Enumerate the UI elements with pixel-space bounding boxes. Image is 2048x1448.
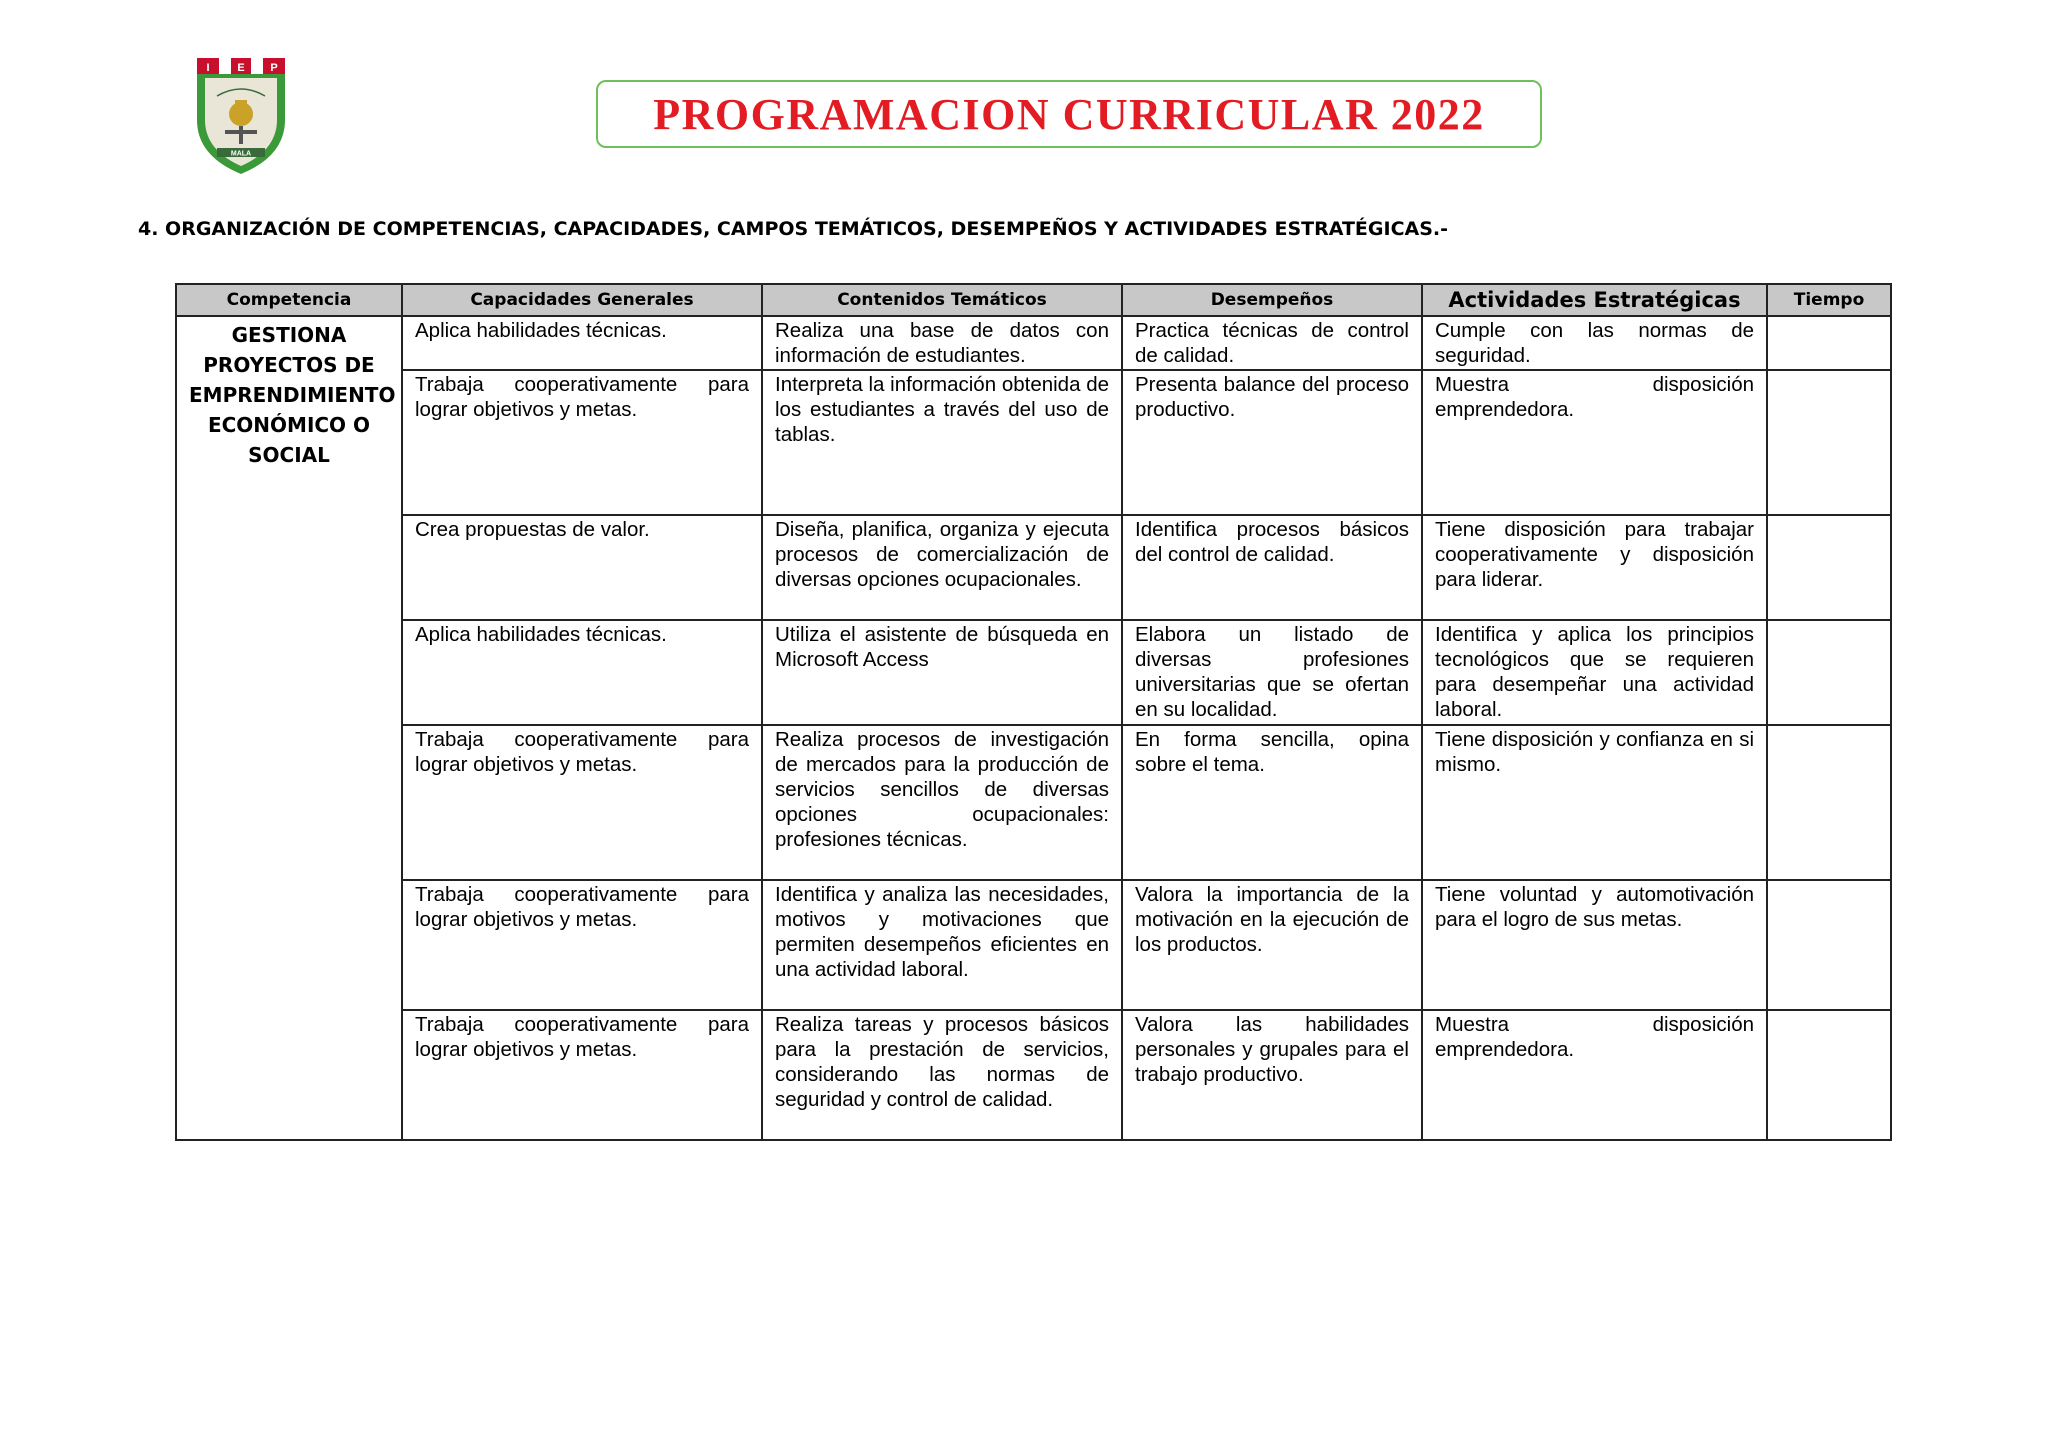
svg-text:P: P [270, 62, 278, 74]
tiempo-cell [1767, 880, 1891, 1010]
contenido-cell: Realiza tareas y procesos básicos para la prestación de servicios, considerando las normas de seguridad y control de calidad. [762, 1010, 1122, 1140]
svg-text:MALA: MALA [230, 150, 252, 158]
capacidad-cell: Trabaja cooperativamente para lograr objetivos y metas. [402, 370, 762, 515]
capacidad-cell: Trabaja cooperativamente para lograr objetivos y metas. [402, 880, 762, 1010]
capacidad-cell: Trabaja cooperativamente para lograr objetivos y metas. [402, 1010, 762, 1140]
table-row [176, 620, 1891, 725]
desempeno-cell: Valora las habilidades personales y grupales para el trabajo productivo. [1122, 1010, 1422, 1140]
shield-icon [195, 56, 287, 176]
contenido-cell: Diseña, planifica, organiza y ejecuta procesos de comercialización de diversas opciones ocupacionales. [762, 515, 1122, 620]
desempeno-cell: En forma sencilla, opina sobre el tema. [1122, 725, 1422, 880]
school-crest-logo [195, 56, 287, 176]
header-tiempo: Tiempo [1767, 284, 1891, 316]
desempeno-cell: Presenta balance del proceso productivo. [1122, 370, 1422, 515]
svg-text:E: E [237, 62, 245, 74]
tiempo-cell [1767, 725, 1891, 880]
desempeno-cell: Elabora un listado de diversas profesiones universitarias que se ofertan en su localidad. [1122, 620, 1422, 725]
table-row [176, 515, 1891, 620]
actividad-cell: Muestra disposición emprendedora. [1422, 1010, 1767, 1140]
actividad-cell: Identifica y aplica los principios tecnológicos que se requieren para desempeñar una actividad laboral. [1422, 620, 1767, 725]
competencia-cell: GESTIONA PROYECTOS DE EMPRENDIMIENTO ECONÓMICO O SOCIAL [176, 316, 402, 1140]
contenido-cell: Utiliza el asistente de búsqueda en Microsoft Access [762, 620, 1122, 725]
contenido-cell: Realiza una base de datos con información de estudiantes. [762, 316, 1122, 370]
capacidad-cell: Aplica habilidades técnicas. [402, 316, 762, 370]
header-desempenos: Desempeños [1122, 284, 1422, 316]
table-row [176, 1010, 1891, 1140]
header-competencia: Competencia [176, 284, 402, 316]
title-banner [596, 80, 1542, 148]
svg-text:I: I [206, 62, 210, 74]
contenido-cell: Identifica y analiza las necesidades, motivos y motivaciones que permiten desempeños eficientes en una actividad laboral. [762, 880, 1122, 1010]
tiempo-cell [1767, 370, 1891, 515]
actividad-cell: Tiene disposición y confianza en si mismo. [1422, 725, 1767, 880]
tiempo-cell [1767, 515, 1891, 620]
curriculum-table [175, 283, 1892, 1141]
capacidad-cell: Crea propuestas de valor. [402, 515, 762, 620]
header-contenidos: Contenidos Temáticos [762, 284, 1122, 316]
tiempo-cell [1767, 620, 1891, 725]
contenido-cell: Interpreta la información obtenida de los estudiantes a través del uso de tablas. [762, 370, 1122, 515]
tiempo-cell [1767, 1010, 1891, 1140]
capacidad-cell: Trabaja cooperativamente para lograr objetivos y metas. [402, 725, 762, 880]
actividad-cell: Tiene disposición para trabajar cooperativamente y disposición para liderar. [1422, 515, 1767, 620]
desempeno-cell: Practica técnicas de control de calidad. [1122, 316, 1422, 370]
actividad-cell: Muestra disposición emprendedora. [1422, 370, 1767, 515]
contenido-cell: Realiza procesos de investigación de mercados para la producción de servicios sencillos de diversas opciones ocupacionales: profesiones técnicas. [762, 725, 1122, 880]
actividad-cell: Cumple con las normas de seguridad. [1422, 316, 1767, 370]
desempeno-cell: Identifica procesos básicos del control de calidad. [1122, 515, 1422, 620]
table-row [176, 725, 1891, 880]
section-heading: 4. ORGANIZACIÓN DE COMPETENCIAS, CAPACIDADES, CAMPOS TEMÁTICOS, DESEMPEÑOS Y ACTIVIDADES ESTRATÉGICAS.- [138, 218, 1449, 240]
table-row [176, 316, 1891, 370]
header-capacidades: Capacidades Generales [402, 284, 762, 316]
actividad-cell: Tiene voluntad y automotivación para el logro de sus metas. [1422, 880, 1767, 1010]
capacidad-cell: Aplica habilidades técnicas. [402, 620, 762, 725]
header-actividades: Actividades Estratégicas [1422, 284, 1767, 316]
tiempo-cell [1767, 316, 1891, 370]
desempeno-cell: Valora la importancia de la motivación en la ejecución de los productos. [1122, 880, 1422, 1010]
table-header-row [176, 284, 1891, 316]
page-title: PROGRAMACION CURRICULAR 2022 [653, 89, 1485, 139]
table-row [176, 880, 1891, 1010]
table-row [176, 370, 1891, 515]
